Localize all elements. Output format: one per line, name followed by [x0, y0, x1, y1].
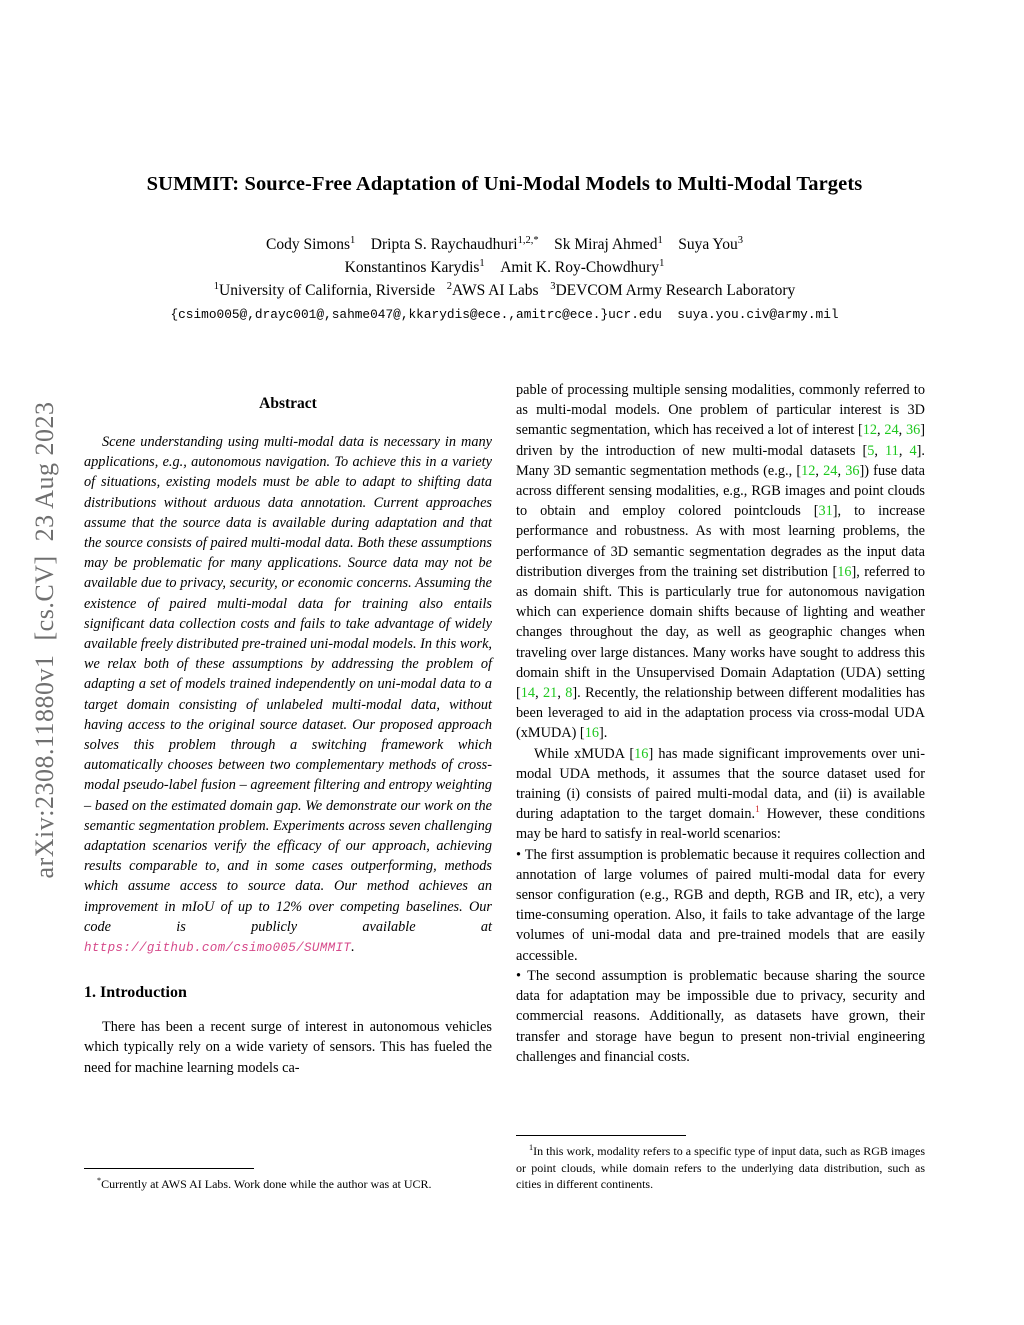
- citation-link[interactable]: 36: [905, 422, 921, 439]
- text-segment: [435, 282, 447, 299]
- superscript: 1,2,*: [517, 234, 539, 246]
- text-segment: Cody Simons: [266, 236, 351, 253]
- footnote-rule: [516, 1135, 686, 1136]
- abstract-heading: Abstract: [259, 395, 317, 412]
- citation-link[interactable]: 14: [520, 685, 536, 702]
- author-line-2: [84, 256, 925, 279]
- text-segment: ,: [837, 462, 846, 479]
- text-segment: • The first assumption is problematic because it requires collection and annotation of large volumes of paired multi-modal data for every sensor configuration (e.g., RGB and depth, RGB and IR, etc), a very time-consuming operation. Also, it fails to take advantage of the large volumes of uni-modal data and pre-trained models that are easily accessible.: [516, 846, 925, 964]
- section-heading-introduction: 1. Introduction: [84, 984, 187, 1002]
- citation-link[interactable]: 31: [818, 503, 833, 520]
- body-paragraph: [516, 380, 925, 744]
- arxiv-sidebar-banner: arXiv:2308.11880v1 [cs.CV] 23 Aug 2023: [30, 401, 59, 879]
- text-segment: • The second assumption is problematic because sharing the source data for adaptation may be impossible due to privacy, security and commercial reasons. Additionally, as datasets have grown, their transfer and storage have begun to present non-trivial engineering challenges and financial costs.: [516, 967, 925, 1065]
- text-segment: While xMUDA [: [534, 745, 635, 762]
- text-segment: [355, 236, 371, 253]
- text-segment: .: [351, 939, 355, 956]
- text-segment: ] has made significant improvements over uni-modal UDA methods, it assumes that the source dataset used for training (i) consists of paired multi-modal data, and (ii) is available during adaptation to the target domain.: [516, 745, 925, 823]
- text-segment: ,: [898, 422, 906, 439]
- text-segment: DEVCOM Army Research Laboratory: [555, 282, 796, 299]
- citation-link[interactable]: 12: [862, 422, 878, 439]
- text-segment: ]. Many 3D semantic segmentation methods (e.g., [: [516, 442, 925, 479]
- github-hyperlink[interactable]: https://github.com/csimo005/SUMMIT: [84, 941, 352, 956]
- introduction-paragraph: There has been a recent surge of interest in autonomous vehicles which typically rely on a wide variety of sensors. This has fueled the need for machine learning models ca-: [84, 1019, 492, 1076]
- text-segment: In this work, modality refers to a specific type of input data, such as RGB images or point clouds, while domain refers to the underlying data distribution, such as cities in different continents.: [516, 1144, 925, 1191]
- text-segment: Suya You: [678, 236, 738, 253]
- authors-block: [84, 233, 925, 302]
- two-column-body: [84, 380, 925, 1192]
- text-segment: Sk Miraj Ahmed: [554, 236, 658, 253]
- superscript: 1: [350, 234, 356, 246]
- text-segment: [663, 236, 679, 253]
- thanks-footnote: [84, 1176, 492, 1192]
- text-segment: [485, 259, 501, 276]
- superscript: 1: [659, 257, 665, 269]
- superscript: 3: [737, 234, 743, 246]
- superscript: 1: [213, 280, 220, 292]
- text-segment: pable of processing multiple sensing modalities, commonly referred to as multi-modal models. One problem of particular interest is 3D semantic segmentation, which has received a lot of interest [: [516, 382, 925, 439]
- text-segment: Scene understanding using multi-modal data is necessary in many applications, e.g., autonomous navigation. To achieve this in a variety of situations, existing models must be able to adapt to shifting data distributions without arduous data annotation. Current approaches assume that the source data is available during adaptation and that the source consists of paired multi-modal data. Both these assumptions may be problematic for many applications. Source data may not be available due to privacy, security, or economic concerns. Assuming the existence of paired multi-modal data for training also entails significant data collection costs and fails to take advantage of widely available freely distributed pre-trained uni-modal models. In this work, we relax both of these assumptions by addressing the problem of adapting a set of models trained independently on uni-modal data to a target domain consisting of unlabeled multi-modal data, without having access to the original source dataset. Our proposed approach solves this problem through a switching framework which automatically chooses between two complementary methods of cross-modal pseudo-label fusion – agreement filtering and entropy weighting – based on the estimated domain gap. We demonstrate our work on the semantic segmentation problem. Experiments across seven challenging adaptation scenarios verify the efficacy of our approach, achieving results comparable to, and in some cases outperforming, methods which assume access to source data. Our method achieves an improvement in mIoU of up to 12% over competing baselines. Our code is publicly available at: [84, 434, 492, 935]
- superscript: 1: [529, 1143, 534, 1153]
- citation-link[interactable]: 4: [909, 442, 917, 459]
- text-segment: However, these conditions may be hard to satisfy in real-world scenarios:: [516, 806, 926, 843]
- text-segment: ].: [599, 725, 608, 742]
- citation-link[interactable]: 11: [885, 442, 899, 459]
- citation-link[interactable]: 12: [801, 462, 816, 479]
- superscript: *: [97, 1175, 102, 1185]
- citation-link[interactable]: 16: [837, 563, 852, 580]
- text-segment: Currently at AWS AI Labs. Work done while the author was at UCR.: [101, 1176, 432, 1191]
- text-segment: ,: [874, 442, 886, 459]
- text-segment: ], to increase performance and robustness. As with most learning problems, the performance of 3D semantic segmentation degrades as the input data distribution diverges from the training set distribution [: [516, 503, 925, 580]
- superscript: 2: [446, 280, 452, 292]
- abstract-paragraph: [84, 432, 492, 958]
- text-segment: {csimo005@,drayc001@,sahme047@,kkarydis@ece.,amitrc@ece.}ucr.edu: [170, 307, 662, 322]
- text-segment: Dripta S. Raychaudhuri: [370, 236, 518, 253]
- text-segment: ,: [815, 462, 824, 479]
- text-segment: Amit K. Roy-Chowdhury: [500, 259, 660, 276]
- body-paragraph: [516, 744, 925, 845]
- modality-definition-footnote: [516, 1143, 925, 1192]
- citation-link[interactable]: 8: [565, 685, 573, 702]
- text-segment: ,: [557, 685, 566, 702]
- text-segment: Konstantinos Karydis: [344, 259, 480, 276]
- citation-link[interactable]: 21: [543, 685, 558, 702]
- footnote-ref[interactable]: 1: [755, 805, 760, 816]
- citation-link[interactable]: 36: [845, 462, 860, 479]
- text-segment: ], referred to as domain shift. This is particularly true for autonomous navigation which can experience domain shifts because of lighting and weather changes throughout the day, as well as geographic changes when traveling over large distances. Many works have sought to address this domain shift in the Unsupervised Domain Adaptation (UDA) setting [: [516, 563, 925, 702]
- paper-content: [84, 0, 925, 1192]
- text-segment: suya.you.civ@army.mil: [677, 307, 839, 322]
- text-segment: [539, 282, 551, 299]
- text-segment: [539, 236, 555, 253]
- bullet-item-first-assumption: [516, 845, 925, 966]
- text-segment: ,: [535, 685, 544, 702]
- text-segment: University of California, Riverside: [219, 282, 436, 299]
- author-emails: [84, 306, 925, 324]
- text-segment: ,: [898, 442, 910, 459]
- superscript: 3: [550, 280, 556, 292]
- paper-title: SUMMIT: Source-Free Adaptation of Uni-Modal Models to Multi-Modal Targets: [146, 173, 863, 195]
- citation-link[interactable]: 5: [867, 442, 875, 459]
- left-footnote-block: [84, 1168, 492, 1192]
- text-segment: ]) fuse data across different sensing modalities, e.g., RGB images and point clouds to obtain and employ colored pointclouds [: [516, 462, 925, 520]
- text-segment: AWS AI Labs: [452, 282, 539, 299]
- left-column: [84, 380, 492, 1192]
- affiliations-line: [84, 279, 925, 302]
- citation-link[interactable]: 24: [823, 462, 838, 479]
- footnote-rule: [84, 1168, 254, 1169]
- citation-link[interactable]: 16: [584, 725, 599, 742]
- superscript: 1: [479, 257, 485, 269]
- author-line-1: [84, 233, 925, 256]
- text-segment: ]. Recently, the relationship between different modalities has been leveraged to aid in the adaptation process via cross-modal UDA (xMUDA) [: [516, 685, 925, 742]
- text-segment: ] driven by the introduction of new multi-modal datasets [: [516, 422, 926, 459]
- citation-link[interactable]: 16: [634, 745, 649, 762]
- text-segment: ,: [877, 422, 885, 439]
- text-segment: [662, 307, 677, 322]
- right-footnote-block: [516, 1135, 925, 1192]
- citation-link[interactable]: 24: [884, 422, 899, 439]
- superscript: 1: [657, 234, 663, 246]
- right-column: [516, 380, 925, 1192]
- bullet-item-second-assumption: [516, 966, 925, 1067]
